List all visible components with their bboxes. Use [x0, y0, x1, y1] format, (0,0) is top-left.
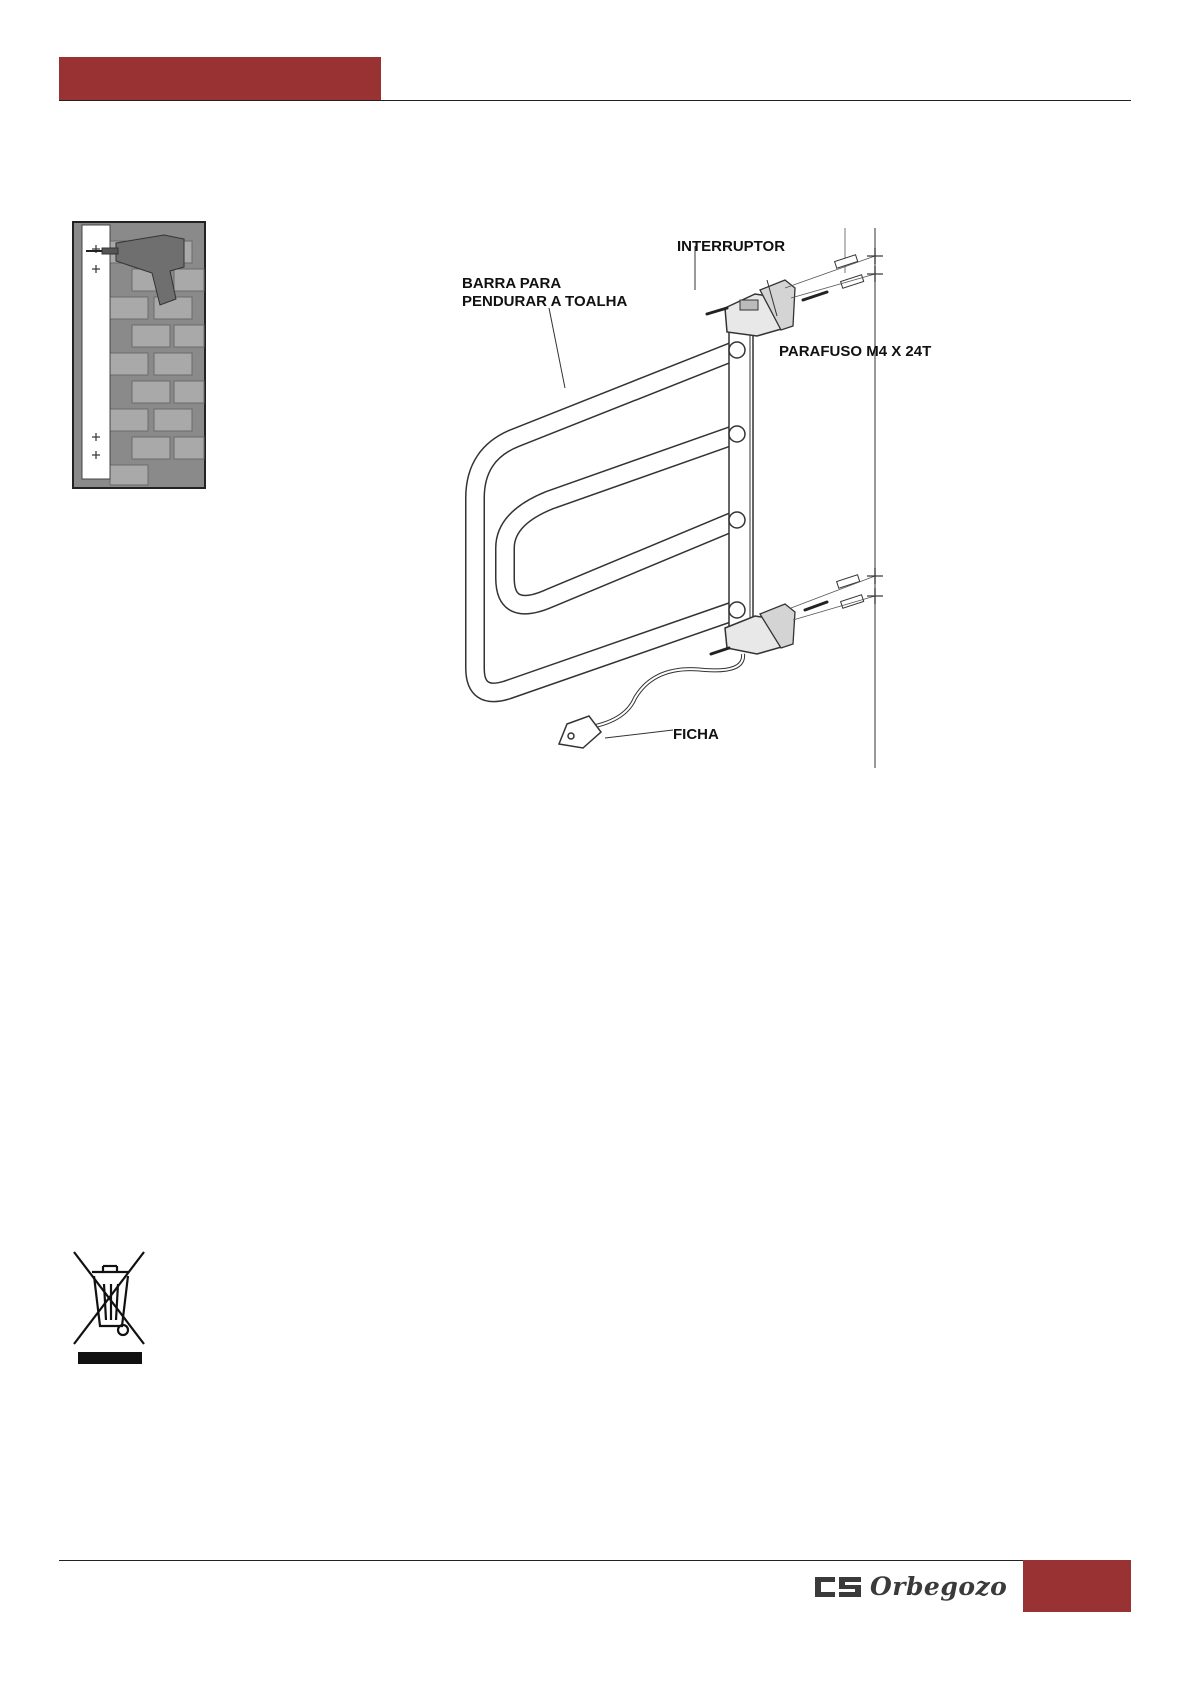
brand-logo: [815, 1570, 1013, 1604]
label-plug: FICHA: [673, 726, 719, 743]
label-towel-bar: BARRA PARA PENDURAR A TOALHA: [462, 275, 628, 310]
orbegozo-logo-icon: [815, 1574, 863, 1600]
header-bar: [59, 57, 381, 100]
crossed-out-bin-icon: [70, 1248, 148, 1364]
footer-page-box: [1023, 1560, 1131, 1612]
drill-wall-icon: [72, 221, 206, 489]
footer-divider: [59, 1560, 1131, 1561]
brand-name: Orbegozo: [870, 1572, 1008, 1601]
label-screw: PARAFUSO M4 X 24T: [779, 343, 932, 360]
label-interruptor: INTERRUPTOR: [677, 238, 786, 255]
header-divider: [59, 100, 1131, 101]
